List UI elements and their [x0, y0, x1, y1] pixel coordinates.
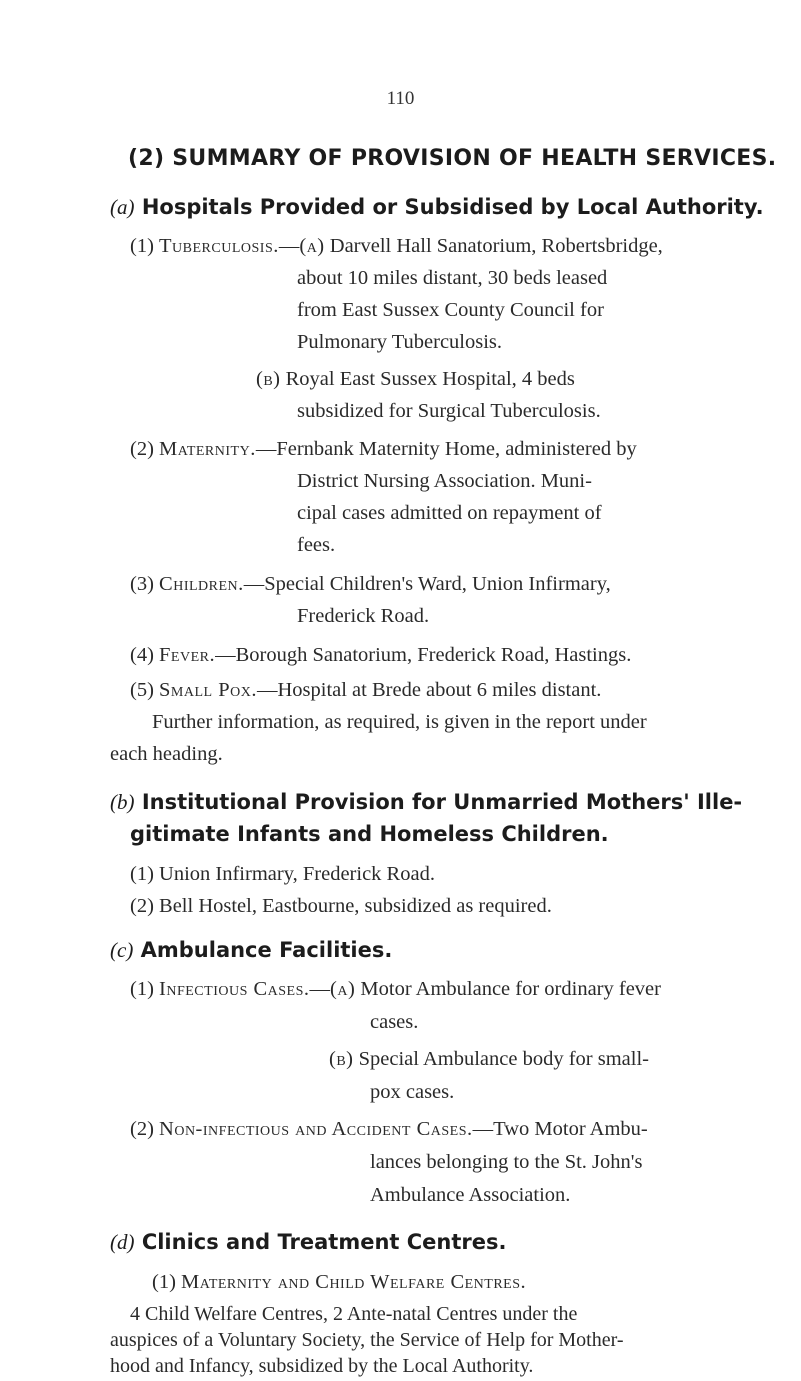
a4-head: Fever. — [159, 644, 216, 666]
c2-line-0: Two Motor Ambu- — [493, 1118, 648, 1140]
section-b-title-line-1: gitimate Infants and Homeless Children. — [130, 822, 609, 846]
a1-sub-b-line-0: Royal East Sussex Hospital, 4 beds — [285, 368, 575, 390]
section-a-title: Hospitals Provided or Subsidised by Local Authority. — [141, 195, 764, 219]
main-title: (2) SUMMARY OF PROVISION OF HEALTH SERVICES. — [128, 146, 777, 171]
a5-head: Small Pox. — [159, 679, 257, 701]
c1-sub-a-line-1: cases. — [370, 1011, 419, 1033]
b2-text: Bell Hostel, Eastbourne, subsidized as required. — [159, 895, 552, 917]
c1-number: (1) — [130, 978, 154, 1000]
a2-number: (2) — [130, 438, 154, 460]
c1-sub-a-line-0: Motor Ambulance for ordinary fever — [360, 978, 661, 1000]
a2-head: Maternity. — [159, 438, 256, 460]
a2-lead: (2) Maternity.—Fernbank Maternity Home, administered by — [130, 438, 637, 460]
c1-sub-b — [329, 1045, 649, 1074]
a2-line-3: fees. — [297, 534, 336, 556]
a1-sub-a-line-1: about 10 miles distant, 30 beds leased — [297, 267, 608, 289]
section-c-title: Ambulance Facilities. — [140, 938, 393, 962]
c1-sub-a-marker: (a) — [330, 978, 356, 1000]
a-footer-line-1: each heading. — [110, 743, 223, 765]
a3-line-1: Frederick Road. — [297, 605, 430, 627]
a1-sub-a-marker: (a) — [299, 235, 325, 257]
a5-line-0: Hospital at Brede about 6 miles distant. — [277, 679, 602, 701]
c2-line-2: Ambulance Association. — [370, 1184, 571, 1206]
a1-sub-b-marker: (b) — [256, 368, 281, 390]
b1-number: (1) — [130, 863, 154, 885]
a2-line-2: cipal cases admitted on repayment of — [297, 502, 602, 524]
a1-head: Tuberculosis. — [159, 235, 279, 257]
section-a-heading — [110, 195, 764, 220]
d1-number: (1) — [152, 1271, 176, 1293]
b2 — [130, 892, 552, 921]
b2-number: (2) — [130, 895, 154, 917]
d1-head: Maternity and Child Welfare Centres. — [181, 1271, 527, 1293]
a1-sub-b-line-1: subsidized for Surgical Tuberculosis. — [297, 400, 601, 422]
a1-sub-a-line-3: Pulmonary Tuberculosis. — [297, 331, 503, 353]
c2-line-1: lances belonging to the St. John's — [370, 1151, 643, 1173]
a1-sub-a-line-2: from East Sussex County Council for — [297, 299, 604, 321]
a3-lead: (3) Children.—Special Children's Ward, Union Infirmary, — [130, 573, 611, 595]
section-d-marker: (d) — [110, 1230, 135, 1254]
d-body-line-1: auspices of a Voluntary Society, the Service of Help for Mother- — [110, 1329, 624, 1351]
a1-lead: (1) Tuberculosis.—(a) Darvell Hall Sanatorium, Robertsbridge, — [130, 235, 663, 257]
a2-line-1: District Nursing Association. Muni- — [297, 470, 592, 492]
d1-lead — [152, 1268, 526, 1297]
section-b-marker: (b) — [110, 790, 135, 814]
b1 — [130, 860, 435, 889]
c1-sub-b-line-0: Special Ambulance body for small- — [358, 1048, 649, 1070]
section-d-title: Clinics and Treatment Centres. — [141, 1230, 507, 1254]
a2-line-0: Fernbank Maternity Home, administered by — [276, 438, 637, 460]
c1-sub-b-line-1: pox cases. — [370, 1081, 455, 1103]
b1-text: Union Infirmary, Frederick Road. — [159, 863, 435, 885]
d-body-line-0: 4 Child Welfare Centres, 2 Ante-natal Centres under the — [130, 1303, 578, 1325]
a4-line-0: Borough Sanatorium, Frederick Road, Hastings. — [235, 644, 632, 666]
a5-lead: (5) Small Pox.—Hospital at Brede about 6 miles distant. — [130, 679, 602, 701]
section-d-heading — [110, 1230, 506, 1255]
a3-head: Children. — [159, 573, 244, 595]
a4-lead: (4) Fever.—Borough Sanatorium, Frederick Road, Hastings. — [130, 644, 632, 666]
section-b-title-line-0: Institutional Provision for Unmarried Mothers' Ille- — [141, 790, 743, 814]
c2-number: (2) — [130, 1118, 154, 1140]
a1-sub-a-line-0: Darvell Hall Sanatorium, Robertsbridge, — [329, 235, 663, 257]
a1-sub-b — [256, 365, 575, 394]
c2-lead: (2) Non-infectious and Accident Cases.—Two Motor Ambu- — [130, 1118, 648, 1140]
page-number: 110 — [386, 88, 415, 109]
c1-head: Infectious Cases. — [159, 978, 310, 1000]
c1-lead: (1) Infectious Cases.—(a) Motor Ambulance for ordinary fever — [130, 978, 661, 1000]
a-footer-line-0: Further information, as required, is given in the report under — [152, 711, 647, 733]
a1-number: (1) — [130, 235, 154, 257]
a4-number: (4) — [130, 644, 154, 666]
section-c-heading — [110, 938, 392, 963]
c2-head: Non-infectious and Accident Cases. — [159, 1118, 473, 1140]
section-a-marker: (a) — [110, 195, 135, 219]
section-b-heading — [110, 790, 742, 815]
a3-line-0: Special Children's Ward, Union Infirmary, — [264, 573, 611, 595]
a3-number: (3) — [130, 573, 154, 595]
d-body-line-2: hood and Infancy, subsidized by the Local Authority. — [110, 1355, 534, 1377]
a5-number: (5) — [130, 679, 154, 701]
section-c-marker: (c) — [110, 938, 134, 962]
c1-sub-b-marker: (b) — [329, 1048, 354, 1070]
